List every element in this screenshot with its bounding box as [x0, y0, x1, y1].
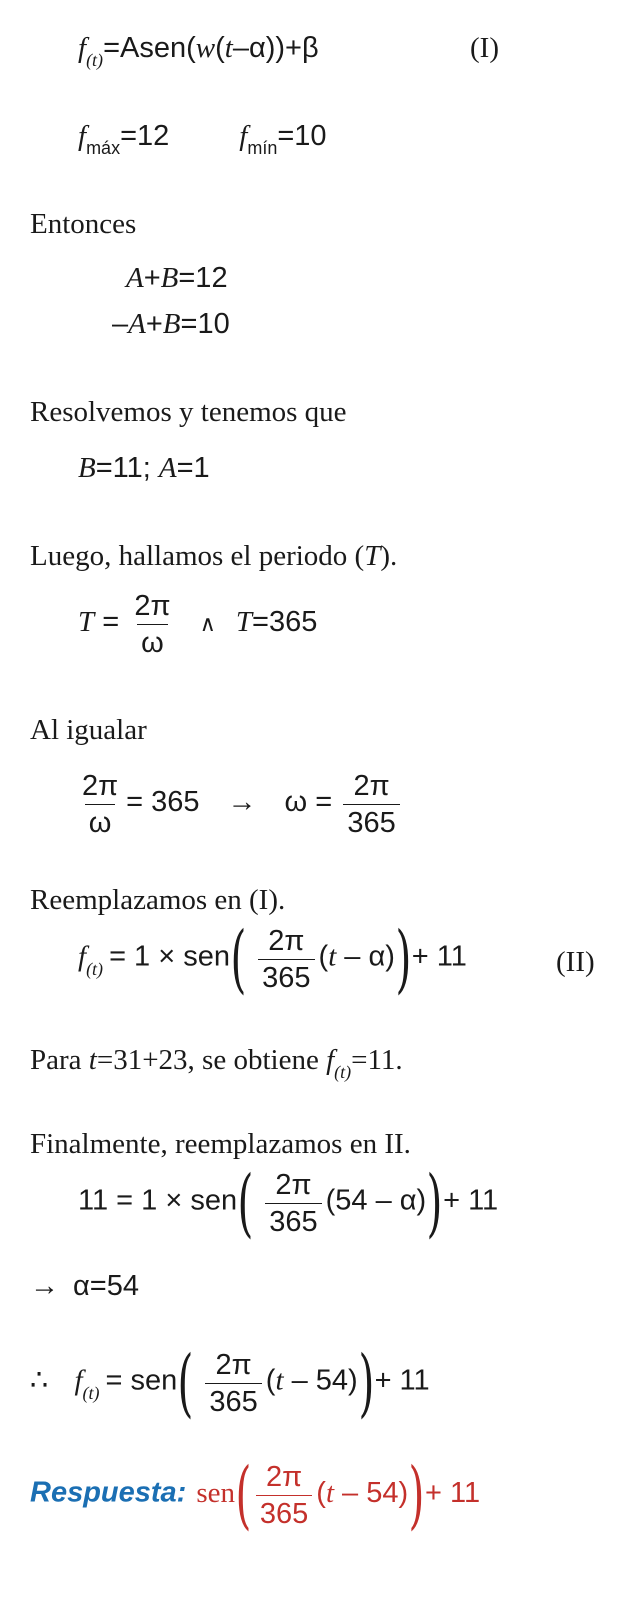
- entonces-text: Entonces: [30, 208, 137, 240]
- solution-line: [78, 450, 210, 486]
- var-a: A: [128, 308, 146, 340]
- right-paren: ): [426, 1160, 443, 1246]
- function-symbol: f: [74, 1364, 83, 1397]
- var-b: B: [160, 262, 179, 294]
- resolvemos-text: Resolvemos y tenemos que: [30, 396, 347, 428]
- omega-line: [74, 770, 404, 839]
- paren: (: [316, 1476, 326, 1509]
- equation-text: + 11: [411, 940, 467, 973]
- igualar-text: Al igualar: [30, 714, 147, 746]
- function-symbol: f: [78, 120, 87, 152]
- right-paren: ): [358, 1340, 375, 1426]
- paren: (: [215, 32, 225, 64]
- max-value: =12: [120, 120, 170, 152]
- var-t: t: [88, 1044, 97, 1076]
- equation-text: –α))+β: [232, 32, 319, 64]
- luego-end: ).: [380, 540, 398, 572]
- alpha-value: α=54: [73, 1270, 139, 1302]
- numerator: 2π: [215, 1348, 252, 1381]
- denominator: ω: [137, 624, 168, 659]
- subscript-min: mín: [247, 138, 278, 158]
- subscript-max: máx: [86, 138, 121, 158]
- arrow-icon: →: [227, 786, 257, 819]
- var-a: A: [126, 262, 144, 294]
- answer-line: [30, 1452, 481, 1538]
- fraction: [258, 925, 314, 994]
- answer-sen: sen: [196, 1476, 235, 1509]
- right-paren: ): [408, 1452, 425, 1538]
- equation-text: = sen: [105, 1364, 178, 1397]
- finalmente-text: Finalmente, reemplazamos en II.: [30, 1128, 411, 1160]
- argument-text: – 54): [334, 1476, 409, 1509]
- denominator: ω: [85, 804, 116, 839]
- equation-final: [78, 1160, 499, 1246]
- var-t: T: [235, 606, 253, 639]
- reemplazamos-text: Reemplazamos en (I).: [30, 884, 286, 916]
- plus: +: [143, 262, 161, 294]
- var-b: B: [78, 452, 96, 484]
- and-symbol: ∧: [199, 611, 216, 637]
- denominator: 365: [205, 1383, 261, 1418]
- denominator: 365: [343, 804, 399, 839]
- para-line: [30, 1042, 403, 1081]
- variable-t: t: [224, 32, 233, 64]
- var-t: t: [328, 940, 337, 973]
- value: =10: [180, 308, 230, 340]
- answer-tail: + 11: [425, 1476, 481, 1509]
- plus: +: [145, 308, 163, 340]
- argument-text: – 54): [283, 1364, 358, 1397]
- value: =11;: [95, 452, 159, 484]
- var-t: T: [364, 540, 381, 572]
- argument-text: – α): [336, 940, 395, 973]
- var-t: t: [275, 1364, 284, 1397]
- omega-symbol: w: [195, 32, 216, 64]
- equation-text: =Asen(: [103, 32, 196, 64]
- luego-label: Luego, hallamos el periodo (: [30, 540, 365, 572]
- subscript: (t): [82, 1382, 100, 1403]
- equation-label-ii: (II): [556, 946, 595, 978]
- period-line: [78, 590, 317, 659]
- equation-ii: [78, 916, 467, 1002]
- numerator: 2π: [275, 1168, 312, 1201]
- equation-i: [78, 30, 319, 69]
- fraction: [256, 1461, 312, 1530]
- argument-text: (54 – α): [325, 1184, 427, 1217]
- var-b: B: [162, 308, 181, 340]
- left-paren: (: [230, 916, 247, 1002]
- para-text: Para: [30, 1044, 89, 1076]
- value: =365: [252, 606, 318, 639]
- equals-value: = 365: [126, 786, 200, 819]
- subscript: (t): [334, 1062, 352, 1082]
- fraction: [343, 770, 399, 839]
- value: =1: [176, 452, 210, 484]
- equation-result: [30, 1340, 430, 1426]
- fraction: [205, 1349, 261, 1418]
- left-paren: (: [177, 1340, 194, 1426]
- extremes-line: [78, 118, 327, 157]
- var-t: T: [78, 606, 95, 639]
- equation-label-i: (I): [470, 32, 499, 64]
- var-a: A: [158, 452, 177, 484]
- min-value: =10: [277, 120, 327, 152]
- left-paren: (: [235, 1452, 252, 1538]
- paren: (: [318, 940, 329, 973]
- system-eq-2: [112, 306, 230, 342]
- system-eq-1: [126, 260, 228, 296]
- equation-text: + 11: [443, 1184, 499, 1217]
- value: =12: [178, 262, 228, 294]
- fraction: [265, 1169, 321, 1238]
- numerator: 2π: [82, 770, 119, 802]
- alpha-line: [30, 1268, 139, 1304]
- therefore-icon: ∴: [30, 1364, 49, 1397]
- equation-text: 11 = 1 × sen: [78, 1184, 238, 1217]
- fraction: [78, 770, 122, 839]
- para-text: =11.: [351, 1044, 403, 1076]
- paren: (: [265, 1364, 276, 1397]
- function-symbol: f: [239, 120, 248, 152]
- answer-label: Respuesta:: [30, 1476, 187, 1509]
- denominator: 365: [256, 1495, 312, 1530]
- var-t: t: [325, 1476, 334, 1509]
- left-paren: (: [237, 1160, 254, 1246]
- function-symbol: f: [78, 940, 87, 973]
- numerator: 2π: [268, 924, 305, 957]
- numerator: 2π: [353, 770, 390, 802]
- omega-equals: ω =: [284, 786, 333, 819]
- arrow-icon: →: [30, 1270, 59, 1302]
- equals: =: [94, 606, 120, 639]
- denominator: 365: [265, 1203, 321, 1238]
- minus: –: [112, 308, 129, 340]
- function-symbol: f: [78, 32, 87, 64]
- equation-text: = 1 × sen: [109, 940, 230, 973]
- right-paren: ): [395, 916, 412, 1002]
- subscript: (t): [86, 50, 104, 70]
- subscript: (t): [86, 958, 104, 979]
- numerator: 2π: [266, 1460, 303, 1493]
- para-text: =31+23, se obtiene: [96, 1044, 327, 1076]
- function-symbol: f: [326, 1044, 335, 1076]
- denominator: 365: [258, 959, 314, 994]
- numerator: 2π: [134, 590, 171, 622]
- fraction: [130, 590, 174, 659]
- luego-text: [30, 538, 397, 574]
- equation-text: + 11: [374, 1364, 430, 1397]
